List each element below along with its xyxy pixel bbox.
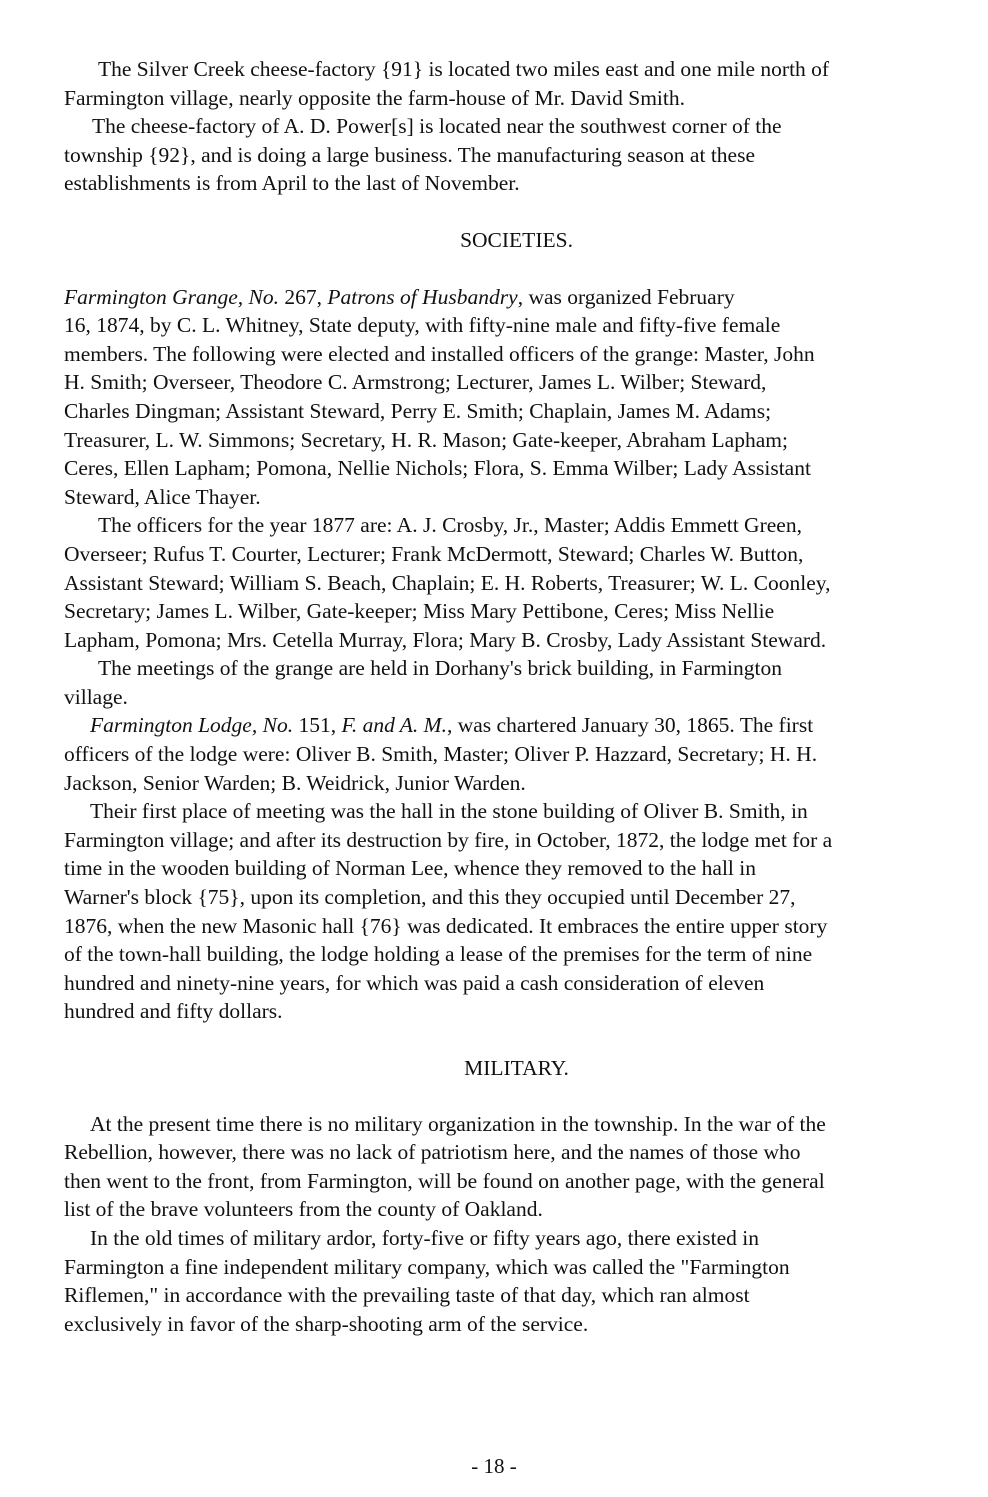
text-line: Charles Dingman; Assistant Steward, Perry E. Smith; Chaplain, James M. Adams; (64, 398, 772, 423)
text-line: Secretary; James L. Wilber, Gate-keeper; Miss Mary Pettibone, Ceres; Miss Nellie (64, 599, 775, 624)
text-line: Treasurer, L. W. Simmons; Secretary, H. R. Mason; Gate-keeper, Abraham Lapham; (64, 427, 788, 452)
text-line: The meetings of the grange are held in Dorhany's brick building, in Farmington (98, 656, 782, 681)
text-line: hundred and ninety-nine years, for which was paid a cash consideration of eleven (64, 970, 765, 995)
text-line: time in the wooden building of Norman Lee, whence they removed to the hall in (64, 856, 756, 881)
text-line: In the old times of military ardor, forty-five or fifty years ago, there existed in (90, 1225, 760, 1250)
text-fragment: 151, (293, 713, 342, 738)
text-line: of the town-hall building, the lodge holding a lease of the premises for the term of nine (64, 942, 813, 967)
paragraph-present (64, 1110, 979, 1224)
text-line: officers of the lodge were: Oliver B. Smith, Master; Oliver P. Hazzard, Secretary; H. H. (64, 742, 818, 767)
text-line (64, 283, 979, 312)
text-line: Farmington a fine independent military company, which was called the "Farmington (64, 1254, 790, 1279)
paragraph-meetings (64, 654, 979, 711)
text-line: Jackson, Senior Warden; B. Weidrick, Junior Warden. (64, 770, 526, 795)
paragraph-lodge (64, 711, 979, 797)
text-line: H. Smith; Overseer, Theodore C. Armstrong; Lecturer, James L. Wilber; Steward, (64, 370, 767, 395)
paragraph-power (64, 112, 979, 198)
text-line: exclusively in favor of the sharp-shooting arm of the service. (64, 1311, 589, 1336)
text-line: Ceres, Ellen Lapham; Pomona, Nellie Nichols; Flora, S. Emma Wilber; Lady Assistant (64, 456, 811, 481)
text-fragment: 267, (279, 284, 328, 309)
text-line (64, 711, 979, 740)
text-line: members. The following were elected and installed officers of the grange: Master, John (64, 341, 815, 366)
text-line: Riflemen," in accordance with the prevailing taste of that day, which ran almost (64, 1283, 750, 1308)
text-line: Steward, Alice Thayer. (64, 484, 261, 509)
text-line: Farmington village; and after its destruction by fire, in October, 1872, the lodge met for a (64, 827, 833, 852)
text-line: hundred and fifty dollars. (64, 999, 283, 1024)
text-line: Warner's block {75}, upon its completion, and this they occupied until December 27, (64, 885, 796, 910)
paragraph-officers-1877 (64, 511, 979, 654)
section-heading-societies: SOCIETIES. (460, 227, 573, 252)
text-line: The cheese-factory of A. D. Power[s] is located near the southwest corner of the (92, 114, 782, 139)
society-affiliation: Patrons of Husbandry (327, 284, 518, 309)
page-content (64, 55, 979, 1338)
text-line: The Silver Creek cheese-factory {91} is located two miles east and one mile north of (98, 57, 830, 81)
text-line: The officers for the year 1877 are: A. J. Crosby, Jr., Master; Addis Emmett Green, (98, 513, 802, 538)
text-line: Lapham, Pomona; Mrs. Cetella Murray, Flora; Mary B. Crosby, Lady Assistant Steward. (64, 627, 827, 652)
paragraph-grange (64, 283, 979, 512)
text-line: township {92}, and is doing a large business. The manufacturing season at these (64, 142, 755, 167)
text-line: Rebellion, however, there was no lack of patriotism here, and the names of those who (64, 1140, 801, 1165)
text-line: 1876, when the new Masonic hall {76} was dedicated. It embraces the entire upper story (64, 913, 828, 938)
society-name: Farmington Grange, No. (64, 284, 279, 309)
paragraph-silver-creek (64, 55, 979, 112)
paragraph-meeting-place (64, 797, 979, 1026)
text-line: Assistant Steward; William S. Beach, Chaplain; E. H. Roberts, Treasurer; W. L. Coonley, (64, 570, 831, 595)
text-line: establishments is from April to the last of November. (64, 171, 520, 196)
paragraph-old-times (64, 1224, 979, 1338)
page-number: - 18 - (471, 1454, 517, 1478)
text-fragment: , was chartered January 30, 1865. The first (446, 713, 814, 738)
text-line: Overseer; Rufus T. Courter, Lecturer; Frank McDermott, Steward; Charles W. Button, (64, 541, 804, 566)
text-line: list of the brave volunteers from the county of Oakland. (64, 1197, 543, 1222)
society-affiliation: F. and A. M. (341, 713, 447, 738)
text-fragment: , was organized February (517, 284, 735, 309)
society-name: Farmington Lodge, No. (90, 713, 294, 738)
text-line: Their first place of meeting was the hall in the stone building of Oliver B. Smith, in (90, 799, 808, 824)
text-line: 16, 1874, by C. L. Whitney, State deputy, with fifty-nine male and fifty-five female (64, 313, 781, 338)
text-line: Farmington village, nearly opposite the farm-house of Mr. David Smith. (64, 85, 686, 110)
section-heading-military: MILITARY. (464, 1056, 569, 1080)
text-line: then went to the front, from Farmington, will be found on another page, with the general (64, 1168, 825, 1193)
text-line: At the present time there is no military organization in the township. In the war of the (90, 1111, 826, 1136)
text-line: village. (64, 684, 128, 709)
